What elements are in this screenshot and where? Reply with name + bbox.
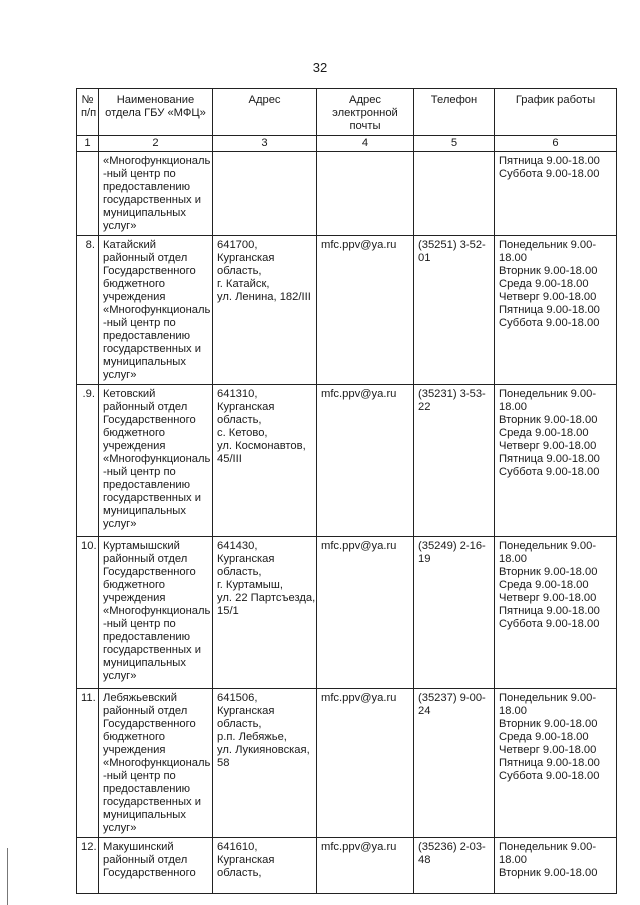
table-row <box>77 152 617 236</box>
email-cell: mfc.ppv@ya.ru <box>317 385 414 537</box>
schedule-line: Понедельник 9.00- <box>499 239 597 251</box>
department-name-line: районный отдел <box>103 705 188 717</box>
address-line: 15/1 <box>217 605 239 617</box>
row-number: 12. <box>77 838 99 894</box>
column-index: 4 <box>317 136 414 152</box>
address-line: Курганская <box>217 705 275 717</box>
schedule-line: Среда 9.00-18.00 <box>499 427 589 439</box>
phone-cell <box>414 689 495 838</box>
table-row <box>77 838 617 894</box>
phone-cell <box>414 537 495 689</box>
schedule-line: Четверг 9.00-18.00 <box>499 291 597 303</box>
department-name-line: -ный центр по <box>103 317 176 329</box>
phone-cell <box>414 385 495 537</box>
row-number: .9. <box>77 385 99 537</box>
schedule-line: Пятница 9.00-18.00 <box>499 605 600 617</box>
department-name-line: «Многофункциональ <box>103 304 211 316</box>
schedule-line: Суббота 9.00-18.00 <box>499 618 600 630</box>
address-cell <box>213 838 317 894</box>
header-cell-address <box>213 89 317 136</box>
row-number: 10. <box>77 537 99 689</box>
phone-line: 01 <box>418 252 431 264</box>
address-line: область, <box>217 414 262 426</box>
department-name-line: Макушинский <box>103 841 174 853</box>
department-name-line: -ный центр по <box>103 618 176 630</box>
header-label-line: График работы <box>515 94 596 106</box>
schedule-cell <box>495 385 617 537</box>
department-name-line: услуг» <box>103 369 137 381</box>
department-name-line: районный отдел <box>103 854 188 866</box>
address-line: ул. Лукияновская, <box>217 744 310 756</box>
department-name-line: услуг» <box>103 518 137 530</box>
department-name-line: Государственного <box>103 265 196 277</box>
schedule-line: Пятница 9.00-18.00 <box>499 155 600 167</box>
schedule-line: Среда 9.00-18.00 <box>499 579 589 591</box>
address-cell <box>213 689 317 838</box>
phone-cell <box>414 236 495 385</box>
address-line: г. Куртамыш, <box>217 579 283 591</box>
address-line: ул. 22 Партсъезда, <box>217 592 316 604</box>
schedule-line: Вторник 9.00-18.00 <box>499 867 598 879</box>
department-name-line: Государственного <box>103 566 196 578</box>
table-row <box>77 236 617 385</box>
header-label-line: Наименование <box>116 94 195 106</box>
schedule-line: Вторник 9.00-18.00 <box>499 718 598 730</box>
table-row <box>77 537 617 689</box>
department-name-line: учреждения <box>103 291 166 303</box>
department-name-line: «Многофункциональ <box>103 155 211 167</box>
address-line: ул. Космонавтов, <box>217 440 306 452</box>
department-name-line: предоставлению <box>103 479 191 491</box>
email-cell: mfc.ppv@ya.ru <box>317 236 414 385</box>
address-line: 58 <box>217 757 230 769</box>
department-name-line: муниципальных <box>103 356 186 368</box>
department-name-line: Государственного <box>103 414 196 426</box>
schedule-line: Понедельник 9.00- <box>499 540 597 552</box>
phone-line: (35249) 2-16- <box>418 540 486 552</box>
department-name-line: учреждения <box>103 592 166 604</box>
department-name-line: районный отдел <box>103 252 188 264</box>
schedule-cell <box>495 152 617 236</box>
address-line: г. Катайск, <box>217 278 270 290</box>
address-line: 641610, <box>217 841 258 853</box>
column-index: 1 <box>77 136 99 152</box>
schedule-line: Пятница 9.00-18.00 <box>499 304 600 316</box>
department-name-line: государственных и <box>103 796 201 808</box>
address-cell <box>213 236 317 385</box>
schedule-cell <box>495 537 617 689</box>
address-line: область, <box>217 867 262 879</box>
department-name-line: услуг» <box>103 822 137 834</box>
header-label-line: Адрес <box>348 94 382 106</box>
department-name-line: -ный центр по <box>103 770 176 782</box>
department-name-line: государственных и <box>103 644 201 656</box>
schedule-line: Пятница 9.00-18.00 <box>499 453 600 465</box>
department-name-line: предоставлению <box>103 783 191 795</box>
phone-line: (35236) 2-03- <box>418 841 486 853</box>
department-name-line: Катайский <box>103 239 156 251</box>
column-index: 2 <box>99 136 213 152</box>
row-number <box>77 152 99 236</box>
email-cell: mfc.ppv@ya.ru <box>317 689 414 838</box>
schedule-line: Понедельник 9.00- <box>499 692 597 704</box>
header-label-line: п/п <box>81 107 97 119</box>
department-name-line: «Многофункциональ <box>103 605 211 617</box>
address-line: 641506, <box>217 692 258 704</box>
department-name-line: государственных и <box>103 492 201 504</box>
department-name-line: учреждения <box>103 744 166 756</box>
department-name-cell <box>99 537 213 689</box>
department-name-line: предоставлению <box>103 181 191 193</box>
phone-cell <box>414 838 495 894</box>
schedule-cell <box>495 236 617 385</box>
address-line: Курганская <box>217 553 275 565</box>
schedule-line: Вторник 9.00-18.00 <box>499 265 598 277</box>
schedule-line: Среда 9.00-18.00 <box>499 278 589 290</box>
schedule-line: Четверг 9.00-18.00 <box>499 440 597 452</box>
department-name-line: районный отдел <box>103 401 188 413</box>
department-name-line: бюджетного <box>103 427 165 439</box>
department-name-cell <box>99 385 213 537</box>
phone-line: 48 <box>418 854 431 866</box>
schedule-cell <box>495 689 617 838</box>
schedule-line: 18.00 <box>499 252 527 264</box>
email-cell: mfc.ppv@ya.ru <box>317 537 414 689</box>
column-index: 3 <box>213 136 317 152</box>
department-name-line: Лебяжьевский <box>103 692 177 704</box>
schedule-line: Суббота 9.00-18.00 <box>499 770 600 782</box>
schedule-line: 18.00 <box>499 705 527 717</box>
address-line: р.п. Лебяжье, <box>217 731 287 743</box>
department-name-line: бюджетного <box>103 731 165 743</box>
schedule-line: 18.00 <box>499 401 527 413</box>
schedule-line: Среда 9.00-18.00 <box>499 731 589 743</box>
schedule-line: Вторник 9.00-18.00 <box>499 566 598 578</box>
address-line: Курганская <box>217 854 275 866</box>
phone-line: 22 <box>418 401 431 413</box>
address-line: область, <box>217 566 262 578</box>
email-cell: mfc.ppv@ya.ru <box>317 838 414 894</box>
department-name-line: Государственного <box>103 867 196 879</box>
department-name-line: предоставлению <box>103 631 191 643</box>
address-cell <box>213 537 317 689</box>
address-line: с. Кетово, <box>217 427 268 439</box>
address-line: ул. Ленина, 182/III <box>217 291 311 303</box>
column-index: 6 <box>495 136 617 152</box>
header-cell-schedule <box>495 89 617 136</box>
department-name-line: предоставлению <box>103 330 191 342</box>
schedule-line: Понедельник 9.00- <box>499 841 597 853</box>
schedule-line: Суббота 9.00-18.00 <box>499 317 600 329</box>
department-name-line: «Многофункциональ <box>103 757 211 769</box>
address-cell <box>213 385 317 537</box>
header-label-line: Телефон <box>430 94 478 106</box>
schedule-line: Пятница 9.00-18.00 <box>499 757 600 769</box>
header-label-line: Адрес <box>248 94 281 106</box>
table-row <box>77 689 617 838</box>
header-cell-phone <box>414 89 495 136</box>
header-cell-number <box>77 89 99 136</box>
department-name-line: учреждения <box>103 440 166 452</box>
column-index: 5 <box>414 136 495 152</box>
header-label-line: почты <box>349 120 381 132</box>
schedule-line: 18.00 <box>499 854 527 866</box>
department-name-line: -ный центр по <box>103 168 176 180</box>
schedule-line: Четверг 9.00-18.00 <box>499 744 597 756</box>
department-name-line: бюджетного <box>103 278 165 290</box>
phone-line: 19 <box>418 553 431 565</box>
address-line: 641310, <box>217 388 258 400</box>
page-number: 32 <box>312 60 328 75</box>
department-name-line: «Многофункциональ <box>103 453 211 465</box>
department-name-cell <box>99 152 213 236</box>
phone-line: 24 <box>418 705 431 717</box>
department-name-line: Государственного <box>103 718 196 730</box>
department-name-line: Кетовский <box>103 388 156 400</box>
row-number: 8. <box>77 236 99 385</box>
department-name-line: муниципальных <box>103 657 186 669</box>
department-name-cell <box>99 838 213 894</box>
margin-line <box>7 848 8 905</box>
table-row <box>77 385 617 537</box>
address-line: Курганская <box>217 252 275 264</box>
department-name-line: муниципальных <box>103 809 186 821</box>
table-body <box>77 152 617 894</box>
department-name-line: -ный центр по <box>103 466 176 478</box>
header-cell-name <box>99 89 213 136</box>
address-line: 641700, <box>217 239 258 251</box>
phone-line: (35237) 9-00- <box>418 692 486 704</box>
phone-cell <box>414 152 495 236</box>
schedule-line: Вторник 9.00-18.00 <box>499 414 598 426</box>
address-line: область, <box>217 265 262 277</box>
column-index-row <box>77 136 617 152</box>
header-label-line: отдела ГБУ «МФЦ» <box>105 107 206 119</box>
department-name-line: Куртамышский <box>103 540 180 552</box>
header-label-line: электронной <box>332 107 398 119</box>
department-name-line: муниципальных <box>103 207 186 219</box>
phone-line: (35231) 3-53- <box>418 388 486 400</box>
department-name-cell <box>99 689 213 838</box>
schedule-line: Понедельник 9.00- <box>499 388 597 400</box>
department-name-line: районный отдел <box>103 553 188 565</box>
department-name-line: услуг» <box>103 220 137 232</box>
mfc-departments-table <box>76 88 617 894</box>
email-cell <box>317 152 414 236</box>
department-name-line: муниципальных <box>103 505 186 517</box>
department-name-line: бюджетного <box>103 579 165 591</box>
schedule-cell <box>495 838 617 894</box>
address-line: 45/III <box>217 453 242 465</box>
table-header-row <box>77 89 617 136</box>
schedule-line: Суббота 9.00-18.00 <box>499 168 600 180</box>
schedule-line: Четверг 9.00-18.00 <box>499 592 597 604</box>
address-cell <box>213 152 317 236</box>
schedule-line: 18.00 <box>499 553 527 565</box>
address-line: область, <box>217 718 262 730</box>
address-line: Курганская <box>217 401 275 413</box>
header-cell-email <box>317 89 414 136</box>
phone-line: (35251) 3-52- <box>418 239 486 251</box>
schedule-line: Суббота 9.00-18.00 <box>499 466 600 478</box>
address-line: 641430, <box>217 540 258 552</box>
department-name-cell <box>99 236 213 385</box>
row-number: 11. <box>77 689 99 838</box>
department-name-line: услуг» <box>103 670 137 682</box>
header-label-line: № <box>81 94 94 106</box>
department-name-line: государственных и <box>103 194 201 206</box>
department-name-line: государственных и <box>103 343 201 355</box>
